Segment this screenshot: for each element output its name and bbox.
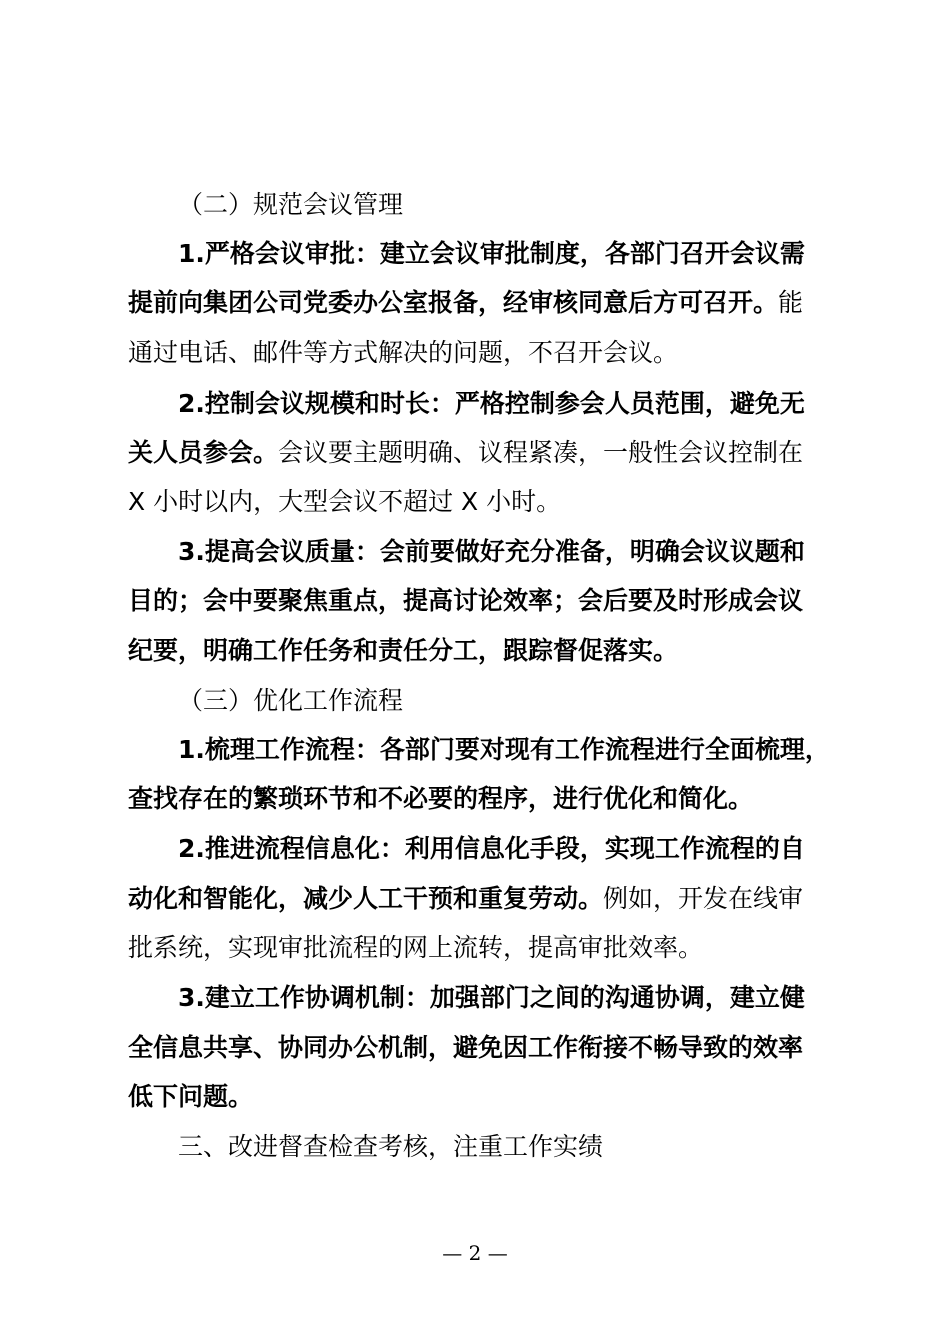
- bold-text-run: 目的；会中要聚焦重点，提高讨论效率；会后要及时形成会议: [128, 586, 804, 615]
- text-run: （三）优化工作流程: [178, 686, 404, 715]
- text-line: [128, 1027, 950, 1069]
- bold-text-run: 全信息共享、协同办公机制，避免因工作衔接不畅导致的效率: [128, 1033, 804, 1062]
- bold-text-run: 查找存在的繁琐环节和不必要的程序，进行优化和简化。: [128, 784, 754, 813]
- text-run: 会议要主题明确、议程紧凑，一般性会议控制在: [278, 438, 804, 467]
- text-line: [128, 1076, 950, 1118]
- text-line: [128, 927, 950, 969]
- bold-text-run: 3.建立工作协调机制：加强部门之间的沟通协调，建立健: [178, 983, 805, 1012]
- bold-text-run: 3.提高会议质量：会前要做好充分准备，明确会议议题和: [178, 537, 805, 566]
- bold-text-run: 2.推进流程信息化：利用信息化手段，实现工作流程的自: [178, 834, 805, 863]
- text-line: [128, 630, 950, 672]
- bold-text-run: 纪要，明确工作任务和责任分工，跟踪督促落实。: [128, 636, 679, 665]
- text-line: [178, 680, 950, 722]
- text-line: [178, 184, 950, 226]
- text-line: [128, 580, 950, 622]
- text-line: [128, 778, 950, 820]
- text-line: [128, 878, 950, 920]
- text-run: 能: [778, 288, 804, 317]
- text-run: 批系统，实现审批流程的网上流转，提高审批效率。: [128, 933, 704, 962]
- bold-text-run: 2.控制会议规模和时长：严格控制参会人员范围，避免无: [178, 389, 805, 418]
- bold-text-run: 1.梳理工作流程：各部门要对现有工作流程进行全面梳理，: [178, 735, 830, 764]
- text-run: 通过电话、邮件等方式解决的问题，不召开会议。: [128, 338, 679, 367]
- text-run: （二）规范会议管理: [178, 190, 404, 219]
- text-line: [178, 729, 950, 771]
- page-number: — 2 —: [442, 1241, 508, 1265]
- bold-text-run: 提前向集团公司党委办公室报备，经审核同意后方可召开。: [128, 288, 779, 317]
- text-line: [178, 531, 950, 573]
- bold-text-run: 关人员参会。: [128, 438, 279, 467]
- text-line: [178, 977, 950, 1019]
- text-line: [128, 282, 950, 324]
- text-line: [178, 1126, 950, 1168]
- bold-text-run: 低下问题。: [128, 1082, 254, 1111]
- text-run: 例如，开发在线审: [603, 884, 804, 913]
- text-line: [178, 828, 950, 870]
- text-line: [128, 481, 950, 523]
- bold-text-run: 动化和智能化，减少人工干预和重复劳动。: [128, 884, 604, 913]
- bold-text-run: 1.严格会议审批：建立会议审批制度，各部门召开会议需: [178, 239, 805, 268]
- text-line: [178, 233, 950, 275]
- text-line: [128, 332, 950, 374]
- text-line: [178, 383, 950, 425]
- text-line: [128, 432, 950, 474]
- text-run: 三、改进督查检查考核，注重工作实绩: [178, 1132, 604, 1161]
- text-run: X 小时以内，大型会议不超过 X 小时。: [128, 487, 562, 516]
